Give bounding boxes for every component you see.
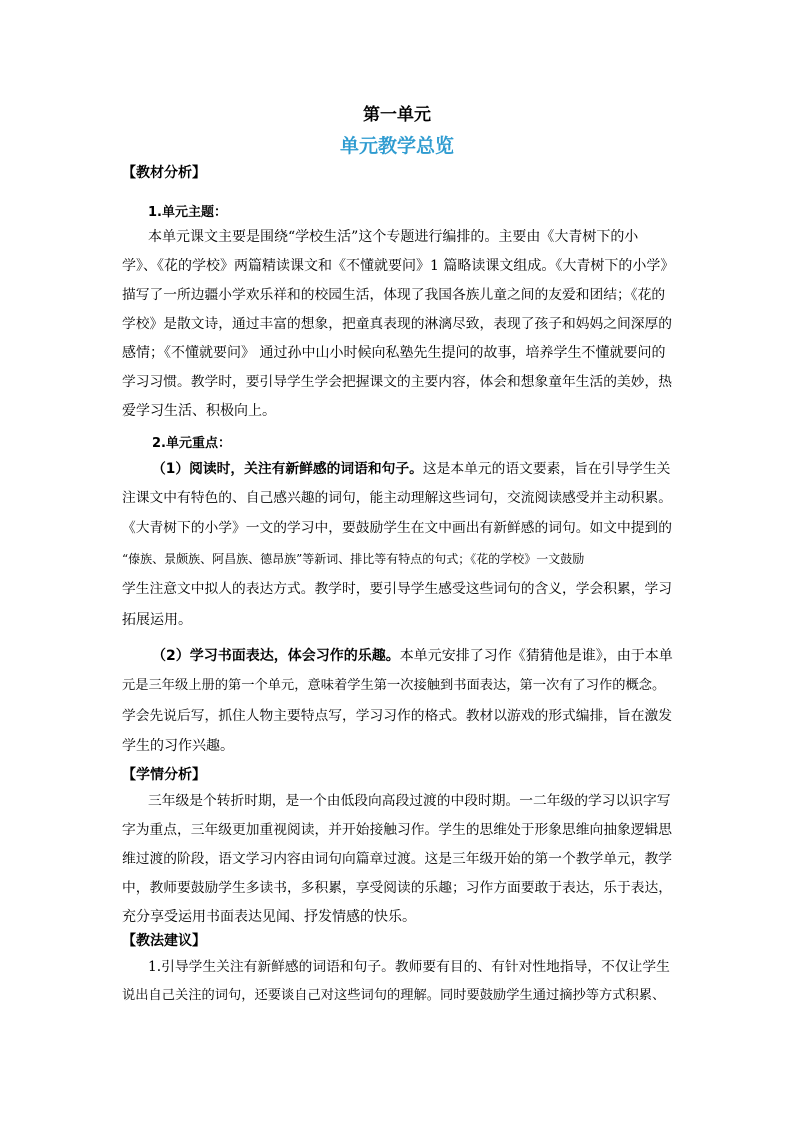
paragraph-line bbox=[152, 646, 673, 666]
paragraph-line: “傣族、景颇族、阿昌族、德昂族”等新词、排比等有特点的句式；《花的学校》一文鼓励 bbox=[122, 552, 585, 566]
paragraph-line: 本单元课文主要是围绕“学校生活”这个专题进行编排的。主要由《大青树下的小 bbox=[148, 229, 639, 245]
section-heading-xueqing: 【学情分析】 bbox=[122, 767, 206, 783]
paragraph-line: 学校》是散文诗，通过丰富的想象，把童真表现的淋漓尽致，表现了孩子和妈妈之间深厚的 bbox=[122, 316, 673, 332]
page-title: 第一单元 bbox=[363, 105, 431, 125]
paragraph-line: 学会先说后写，抓住人物主要特点写，学习习作的格式。教材以游戏的形式编排，旨在激发 bbox=[122, 708, 673, 724]
paragraph-line: 学生的习作兴趣。 bbox=[122, 738, 234, 754]
paragraph-line: 注课文中有特色的、自己感兴趣的词句，能主动理解这些词句，交流阅读感受并主动积累。 bbox=[122, 490, 673, 506]
paragraph-line: 学生注意文中拟人的表达方式。教学时，要引导学生感受这些词句的含义，学会积累，学习 bbox=[122, 581, 673, 597]
paragraph-line bbox=[152, 459, 670, 479]
paragraph-line: 爱学习生活、积极向上。 bbox=[122, 403, 276, 419]
paragraph-line: 1.引导学生关注有新鲜感的词语和句子。教师要有目的、有针对性地指导，不仅让学生 bbox=[148, 959, 670, 975]
paragraph-line: 维过渡的阶段，语文学习内容由词句向篇章过渡。这是三年级开始的第一个教学单元，教学 bbox=[122, 851, 673, 867]
point-2-text: 本单元安排了习作《猜猜他是谁》，由于本单 bbox=[399, 648, 673, 664]
paragraph-line: 学习习惯。教学时，要引导学生学会把握课文的主要内容，体会和想象童年生活的美妙，热 bbox=[122, 374, 673, 390]
paragraph-line: 三年级是个转折时期，是一个由低段向高段过渡的中段时期。一二年级的学习以识字写 bbox=[148, 793, 671, 809]
point-1-bold: （1）阅读时，关注有新鲜感的词语和句子。 bbox=[152, 461, 423, 477]
paragraph-line: 拓展运用。 bbox=[122, 612, 192, 628]
paragraph-line: 学》、《花的学校》两篇精读课文和《不懂就要问》1 篇略读课文组成。《大青树下的小学》 bbox=[122, 258, 675, 274]
point-1-text: 这是本单元的语文要素，旨在引导学生关 bbox=[422, 461, 671, 477]
paragraph-line: 说出自己关注的词句，还要谈自己对这些词句的理解。同时要鼓励学生通过摘抄等方式积累、 bbox=[122, 988, 666, 1003]
point-2-bold: （2）学习书面表达，体会习作的乐趣。 bbox=[152, 648, 400, 664]
paragraph-line: 充分享受运用书面表达见闻、抒发情感的快乐。 bbox=[122, 909, 416, 925]
subheading-unit-theme: 1.单元主题： bbox=[148, 205, 227, 220]
paragraph-line: 中，教师要鼓励学生多读书，多积累，享受阅读的乐趣；习作方面要敢于表达，乐于表达， bbox=[122, 880, 673, 896]
subheading-unit-focus: 2.单元重点： bbox=[152, 436, 231, 451]
paragraph-line: 元是三年级上册的第一个单元，意味着学生第一次接触到书面表达，第一次有了习作的概念。 bbox=[122, 678, 666, 693]
page-subtitle: 单元教学总览 bbox=[339, 135, 454, 157]
section-heading-jiaocai: 【教材分析】 bbox=[122, 165, 206, 181]
paragraph-line: 字为重点，三年级更加重视阅读，并开始接触习作。学生的思维处于形象思维向抽象逻辑思 bbox=[122, 822, 673, 838]
paragraph-line: 《大青树下的小学》一文的学习中，要鼓励学生在文中画出有新鲜感的词句。如文中提到的 bbox=[122, 520, 673, 536]
paragraph-line: 感情；《不懂就要问》 通过孙中山小时候向私塾先生提问的故事，培养学生不懂就要问的 bbox=[122, 345, 666, 361]
paragraph-line: 描写了一所边疆小学欢乐祥和的校园生活，体现了我国各族儿童之间的友爱和团结；《花的 bbox=[122, 287, 666, 303]
section-heading-jiaofa: 【教法建议】 bbox=[122, 933, 206, 949]
